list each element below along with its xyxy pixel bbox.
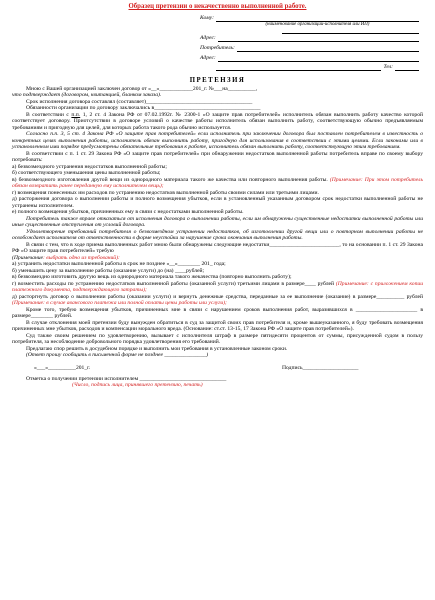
list3-item: а) устранить недостатки выполненной работы в срок не позднее «__»________ 201_ года; bbox=[12, 261, 226, 267]
list2-item: д) расторжения договора о выполнении работы и полного возмещения убытков, если в установленный указанным договором срок недостатки выполненной работы не устранены исполнителем. bbox=[12, 196, 423, 209]
paragraph-court: В случае отклонения моей претензии буду вынужден обратиться в суд за защитой своих прав потребителя и, кроме вышеуказанного, я буду требовать возмещения причиненных мне убытков, расходов и компенсации морального вреда. (Основание: ст.ст. 13-15, 17 Закона РФ «О защите прав потребителей»). bbox=[12, 319, 423, 332]
signature-row bbox=[12, 362, 423, 372]
address2-line bbox=[160, 55, 419, 62]
address1-line-2 bbox=[160, 35, 419, 42]
document-heading: Образец претензии о некачественно выполненной работе. bbox=[128, 3, 307, 10]
paragraph-defects: В связи с тем, что в ходе приема выполненных работ мною были обнаружены следующие недостатки_________________________, то на основании п. 1 ст. 29 Закона РФ «О защите прав потребителей» требую bbox=[12, 241, 423, 254]
komu-label: Кому: bbox=[200, 15, 214, 21]
phone-label: Тел: bbox=[383, 64, 393, 70]
list1-note: (Примечание: При этом потребитель обязан возвратить ранее переданную ему исполнителем вещь); bbox=[12, 176, 423, 189]
consumer-label: Потребитель: bbox=[200, 45, 235, 51]
paragraph-response: (Ответ прошу сообщить в письменной форме не позднее _______________) bbox=[26, 352, 209, 358]
paragraph-fine: Суд также своим решением по удовлетворению, вызывает с исполнителя штраф в размере пятидесяти процентов от суммы, присужденной судом в пользу потребителя, за несоблюдение добровольного порядка удовлетворения его требований. bbox=[12, 332, 423, 345]
document-body bbox=[12, 86, 423, 359]
paragraph-damages: Кроме того, требую возмещения убытков, причиненных мне в связи с нарушением сроков выполнения работ, выразившихся в ______________________ в размере________ рублей. bbox=[12, 306, 423, 319]
list2-item: г) возмещения понесенных им расходов по устранению недостатков выполненной работы своими силами или третьими лицами. bbox=[12, 189, 319, 196]
list3-item: в) безвозмездно изготовить другую вещь из однородного материала такого жекачества (повторно выполнить работу); bbox=[12, 274, 292, 280]
paragraph-term: Срок исполнения договора составлял (составляет)______________________________________ bbox=[26, 98, 253, 105]
list1-item: в) безвозмездного изготовления другой вещи из однородного материала такого же качества или повторного выполнения работы. (Примечание: При этом потребитель обязан возвратить ранее переданную ему исполнителем вещь); bbox=[12, 176, 423, 189]
list3-item: д) расторгнуть договор о выполнении работы (оказании услуги) и вернуть денежные средства, переданные за ее выполнение (оказание) в размере__________ рублей (Примечание: в случае авансового платежа или полной оплаты цены работы или услуги); bbox=[12, 293, 423, 306]
address2-label: Адрес: bbox=[200, 55, 216, 61]
signature-field: Подпись____________________ bbox=[282, 364, 359, 371]
list2-item: е) полного возмещения убытков, причиненных ему в связи с недостатками выполненной работы. bbox=[12, 209, 244, 215]
komu-note: (наименование организации-исполнителя или ИП) bbox=[265, 22, 370, 27]
address1-label: Адрес: bbox=[200, 35, 216, 41]
list1-item: а) безвозмездного устранения недостатков выполненной работы; bbox=[12, 163, 167, 170]
receipt-note: (Число, подпись лица, принявшего претензию, печать) bbox=[72, 382, 203, 388]
consumer-line bbox=[160, 45, 419, 52]
paragraph-contract-proof: что подтверждает (договором, квитанцией, бланком заказа). bbox=[12, 92, 162, 98]
address1-line bbox=[282, 28, 419, 34]
document-title: ПРЕТЕНЗИЯ bbox=[189, 77, 246, 84]
date-field: «___»__________201_г. bbox=[34, 364, 91, 371]
paragraph-penalty: Удовлетворение требований потребителя о безвозмездном устранении недостатков, об изготовлении другой вещи или о повторном выполнении работы не освобождает исполнителя от ответственности в форме неустойки за нарушение срока окончания выполнения работы. bbox=[12, 228, 423, 241]
paragraph-contract: Мною с Вашей организацией заключен договор от «__»____________201_г. №___на__________, bbox=[26, 85, 258, 92]
paragraph-refusal: Потребитель также вправе отказаться от исполнения договора о выполнении работы, если им обнаружены существенные недостатки выполненной работы или иные существенные отступления от условий договора. bbox=[12, 215, 423, 228]
addressee-block bbox=[12, 11, 423, 77]
receipt-mark: Отметка о получении претензии исполнителем _______________________________ bbox=[26, 375, 227, 382]
list1-item: б) соответствующего уменьшения цены выполненной работы; bbox=[12, 170, 161, 176]
phone-line bbox=[216, 64, 419, 71]
komu-line bbox=[160, 15, 419, 22]
list3-item: г) возместить расходы по устранению недостатков выполненной работы (оказанной услуги) третьими лицами в размере____ рублей (Примечание: с приложением копии платежного документа, подтверждающего затраты); bbox=[12, 280, 423, 293]
paragraph-proposal: Предлагаю спор решить в досудебном порядке и выполнить мои требования в установленные законом сроки. bbox=[26, 345, 288, 352]
paragraph-law-2: Согласно п.п. 3, 5 ст. 4 Закона РФ «О защите прав потребителей» если исполнитель при заключении договора был поставлен потребителем в известность о конкретных целях выполнения работы, исполнитель обязан выполнить работу, пригодную для использования в соответствии с этими целями. Если законами или в установленном ими порядке предусмотрены обязательные требования к работе, исполнитель обязан выполнить работу, соответствующую этим требованиям. bbox=[12, 131, 423, 150]
paragraph-law-3: В соответствии с п. 1 ст. 29 Закона РФ «О защите прав потребителей» при обнаружении недостатков выполненной работы потребитель вправе по своему выбору потребовать: bbox=[12, 150, 423, 163]
paragraph-obligations: Обязанности организации по договору заключались в______________________________________ bbox=[26, 105, 261, 111]
choose-note: (Примечание: выбрать одно из требований): bbox=[12, 254, 120, 261]
paragraph-law-1: В соответствии с п.п. 1, 2 ст. 4 Закона РФ от 07.02.1992г. № 2300-1 «О защите прав потребителей» исполнитель обязан выполнить работу качество которой соответствует договору. Приотсутствии в договоре условий о качестве работы исполнитель обязан выполнить работу, соответствующую обычно предъявляемым требованиям и пригодную для целей, для которых работа такого рода обычно используется. bbox=[12, 111, 423, 131]
list3-item: б) уменьшить цену за выполнение работы (оказание услуги) до (на) ____рублей; bbox=[12, 267, 205, 274]
